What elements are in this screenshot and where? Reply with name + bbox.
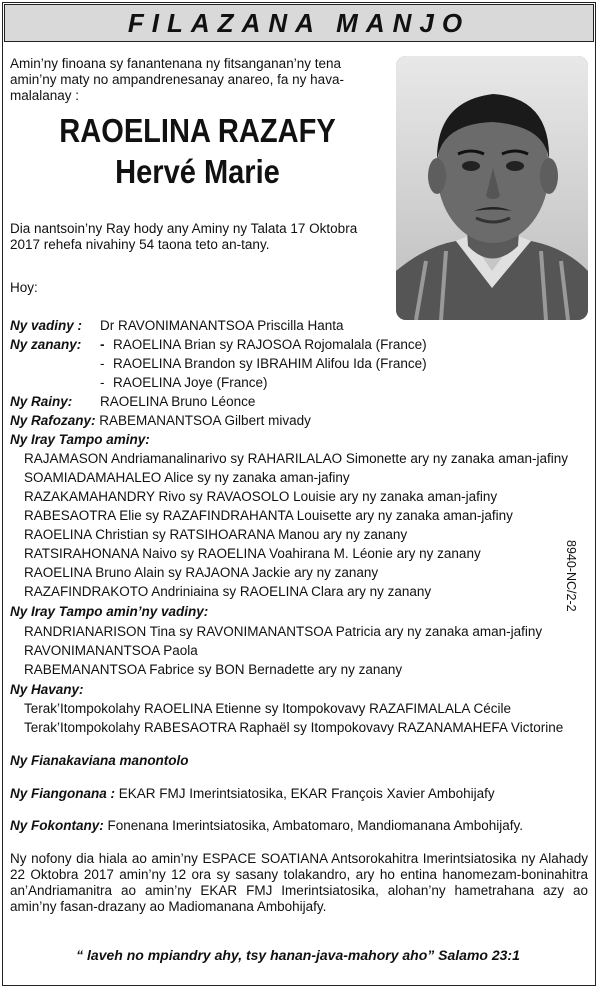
havany-item: Terak’Itompokolahy RABESAOTRA Raphaël sy Itompokovavy RAZANAMAHEFA Victorine bbox=[24, 720, 564, 735]
portrait-icon bbox=[396, 56, 588, 320]
iray-tampo-item: RAOELINA Bruno Alain sy RAJAONA Jackie ary ny zanany bbox=[24, 565, 379, 580]
rafozany-label: Ny Rafozany: bbox=[10, 413, 96, 428]
rainy-value: RAOELINA Bruno Léonce bbox=[100, 394, 256, 409]
zanany-label: Ny zanany: bbox=[10, 337, 82, 352]
fokontany-value: Fonenana Imerintsiatosika, Ambatomaro, Mandiomanana Ambohijafy. bbox=[107, 818, 524, 833]
deceased-surname: RAOELINA RAZAFY bbox=[59, 112, 336, 149]
bullet-dash: - bbox=[100, 375, 105, 390]
fiangonana-row bbox=[10, 786, 495, 802]
iray-tampo-item: RATSIRAHONANA Naivo sy RAOELINA Voahirana M. Léonie ary ny zanany bbox=[24, 546, 481, 561]
page-title: FILAZANA MANJO bbox=[4, 4, 594, 42]
iray-tampo-item: RAJAMASON Andriamanalinarivo sy RAHARILALAO Simonette ary ny zanaka aman-jafiny bbox=[24, 451, 568, 466]
iray-tampo-item: SOAMIADAMAHALEO Alice sy ny zanaka aman-jafiny bbox=[24, 470, 350, 485]
rafozany-row bbox=[10, 413, 311, 429]
iray-tampo-vadiny-item: RAVONIMANANTSOA Paola bbox=[24, 643, 198, 658]
rainy-label: Ny Rainy: bbox=[10, 394, 73, 409]
bible-quote: “ laveh no mpiandry ahy, tsy hanan-java-mahory aho” Salamo 23:1 bbox=[76, 947, 520, 963]
havany-label: Ny Havany: bbox=[10, 682, 84, 697]
iray-tampo-item: RAZAKAMAHANDRY Rivo sy RAVAOSOLO Louisie ary ny zanaka aman-jafiny bbox=[24, 489, 498, 504]
reference-code: 8940-NC/2-2 bbox=[564, 540, 578, 612]
fiangonana-label: Ny Fiangonana : bbox=[10, 786, 116, 801]
zanany-item: RAOELINA Joye (France) bbox=[113, 375, 268, 390]
iray-tampo-vadiny-item: RABEMANANTSOA Fabrice sy BON Bernadette ary ny zanany bbox=[24, 662, 403, 677]
bullet-dash: - bbox=[100, 337, 105, 352]
iray-tampo-vadiny-item: RANDRIANARISON Tina sy RAVONIMANANTSOA Patricia ary ny zanaka aman-jafiny bbox=[24, 624, 543, 639]
death-notice: Dia nantsoin’ny Ray hody any Aminy ny Talata 17 Oktobra 2017 rehefa nivahiny 54 taona teto an-tany. bbox=[10, 221, 358, 252]
fokontany-row bbox=[10, 818, 523, 834]
zanany-item: RAOELINA Brian sy RAJOSOA Rojomalala (France) bbox=[113, 337, 427, 352]
bullet-dash: - bbox=[100, 356, 105, 371]
iray-tampo-item: RABESAOTRA Elie sy RAZAFINDRAHANTA Louisette ary ny zanaka aman-jafiny bbox=[24, 508, 513, 523]
fiangonana-value: EKAR FMJ Imerintsiatosika, EKAR François Xavier Ambohijafy bbox=[118, 786, 495, 801]
iray-tampo-item: RAOELINA Christian sy RATSIHOARANA Manou ary ny zanany bbox=[24, 527, 408, 542]
portrait-photo bbox=[396, 56, 588, 320]
havany-item: Terak’Itompokolahy RAOELINA Etienne sy Itompokovavy RAZAFIMALALA Cécile bbox=[24, 701, 511, 716]
vadiny-label: Ny vadiny : bbox=[10, 318, 83, 333]
zanany-item: RAOELINA Brandon sy IBRAHIM Alifou Ida (France) bbox=[113, 356, 427, 371]
iray-tampo-label: Ny Iray Tampo aminy: bbox=[10, 432, 150, 447]
funeral-paragraph: Ny nofony dia hiala ao amin’ny ESPACE SOATIANA Antsorokahitra Imerintsiatosika ny Alahady 22 Oktobra 2017 amin’ny 12 ora sy sasany tolakandro, ary ho entina hanomezam-boninahitra an’Andriamanitra ao amin’ny EKAR FMJ Imerintsiatosika, alohan’ny hametrahana azy ao amin’ny fasan-drazany ao Madiomanana Ambohijafy. bbox=[10, 851, 588, 914]
iray-tampo-item: RAZAFINDRAKOTO Andriniaina sy RAOELINA Clara ary ny zanany bbox=[24, 584, 432, 599]
iray-tampo-vadiny-label: Ny Iray Tampo amin’ny vadiny: bbox=[10, 604, 209, 619]
fianakaviana-label: Ny Fianakaviana manontolo bbox=[10, 753, 189, 768]
fokontany-label: Ny Fokontany: bbox=[10, 818, 104, 833]
vadiny-value: Dr RAVONIMANANTSOA Priscilla Hanta bbox=[100, 318, 344, 333]
deceased-given-name: Hervé Marie bbox=[115, 153, 280, 190]
rafozany-value: RABEMANANTSOA Gilbert mivady bbox=[99, 413, 311, 428]
hoy-label: Hoy: bbox=[10, 280, 38, 295]
vadiny-row bbox=[10, 318, 82, 334]
intro-text: Amin’ny finoana sy fanantenana ny fitsanganan’ny tena amin’ny maty no ampandrenesanay anareo, fa ny hava-malalanay : bbox=[10, 56, 344, 103]
